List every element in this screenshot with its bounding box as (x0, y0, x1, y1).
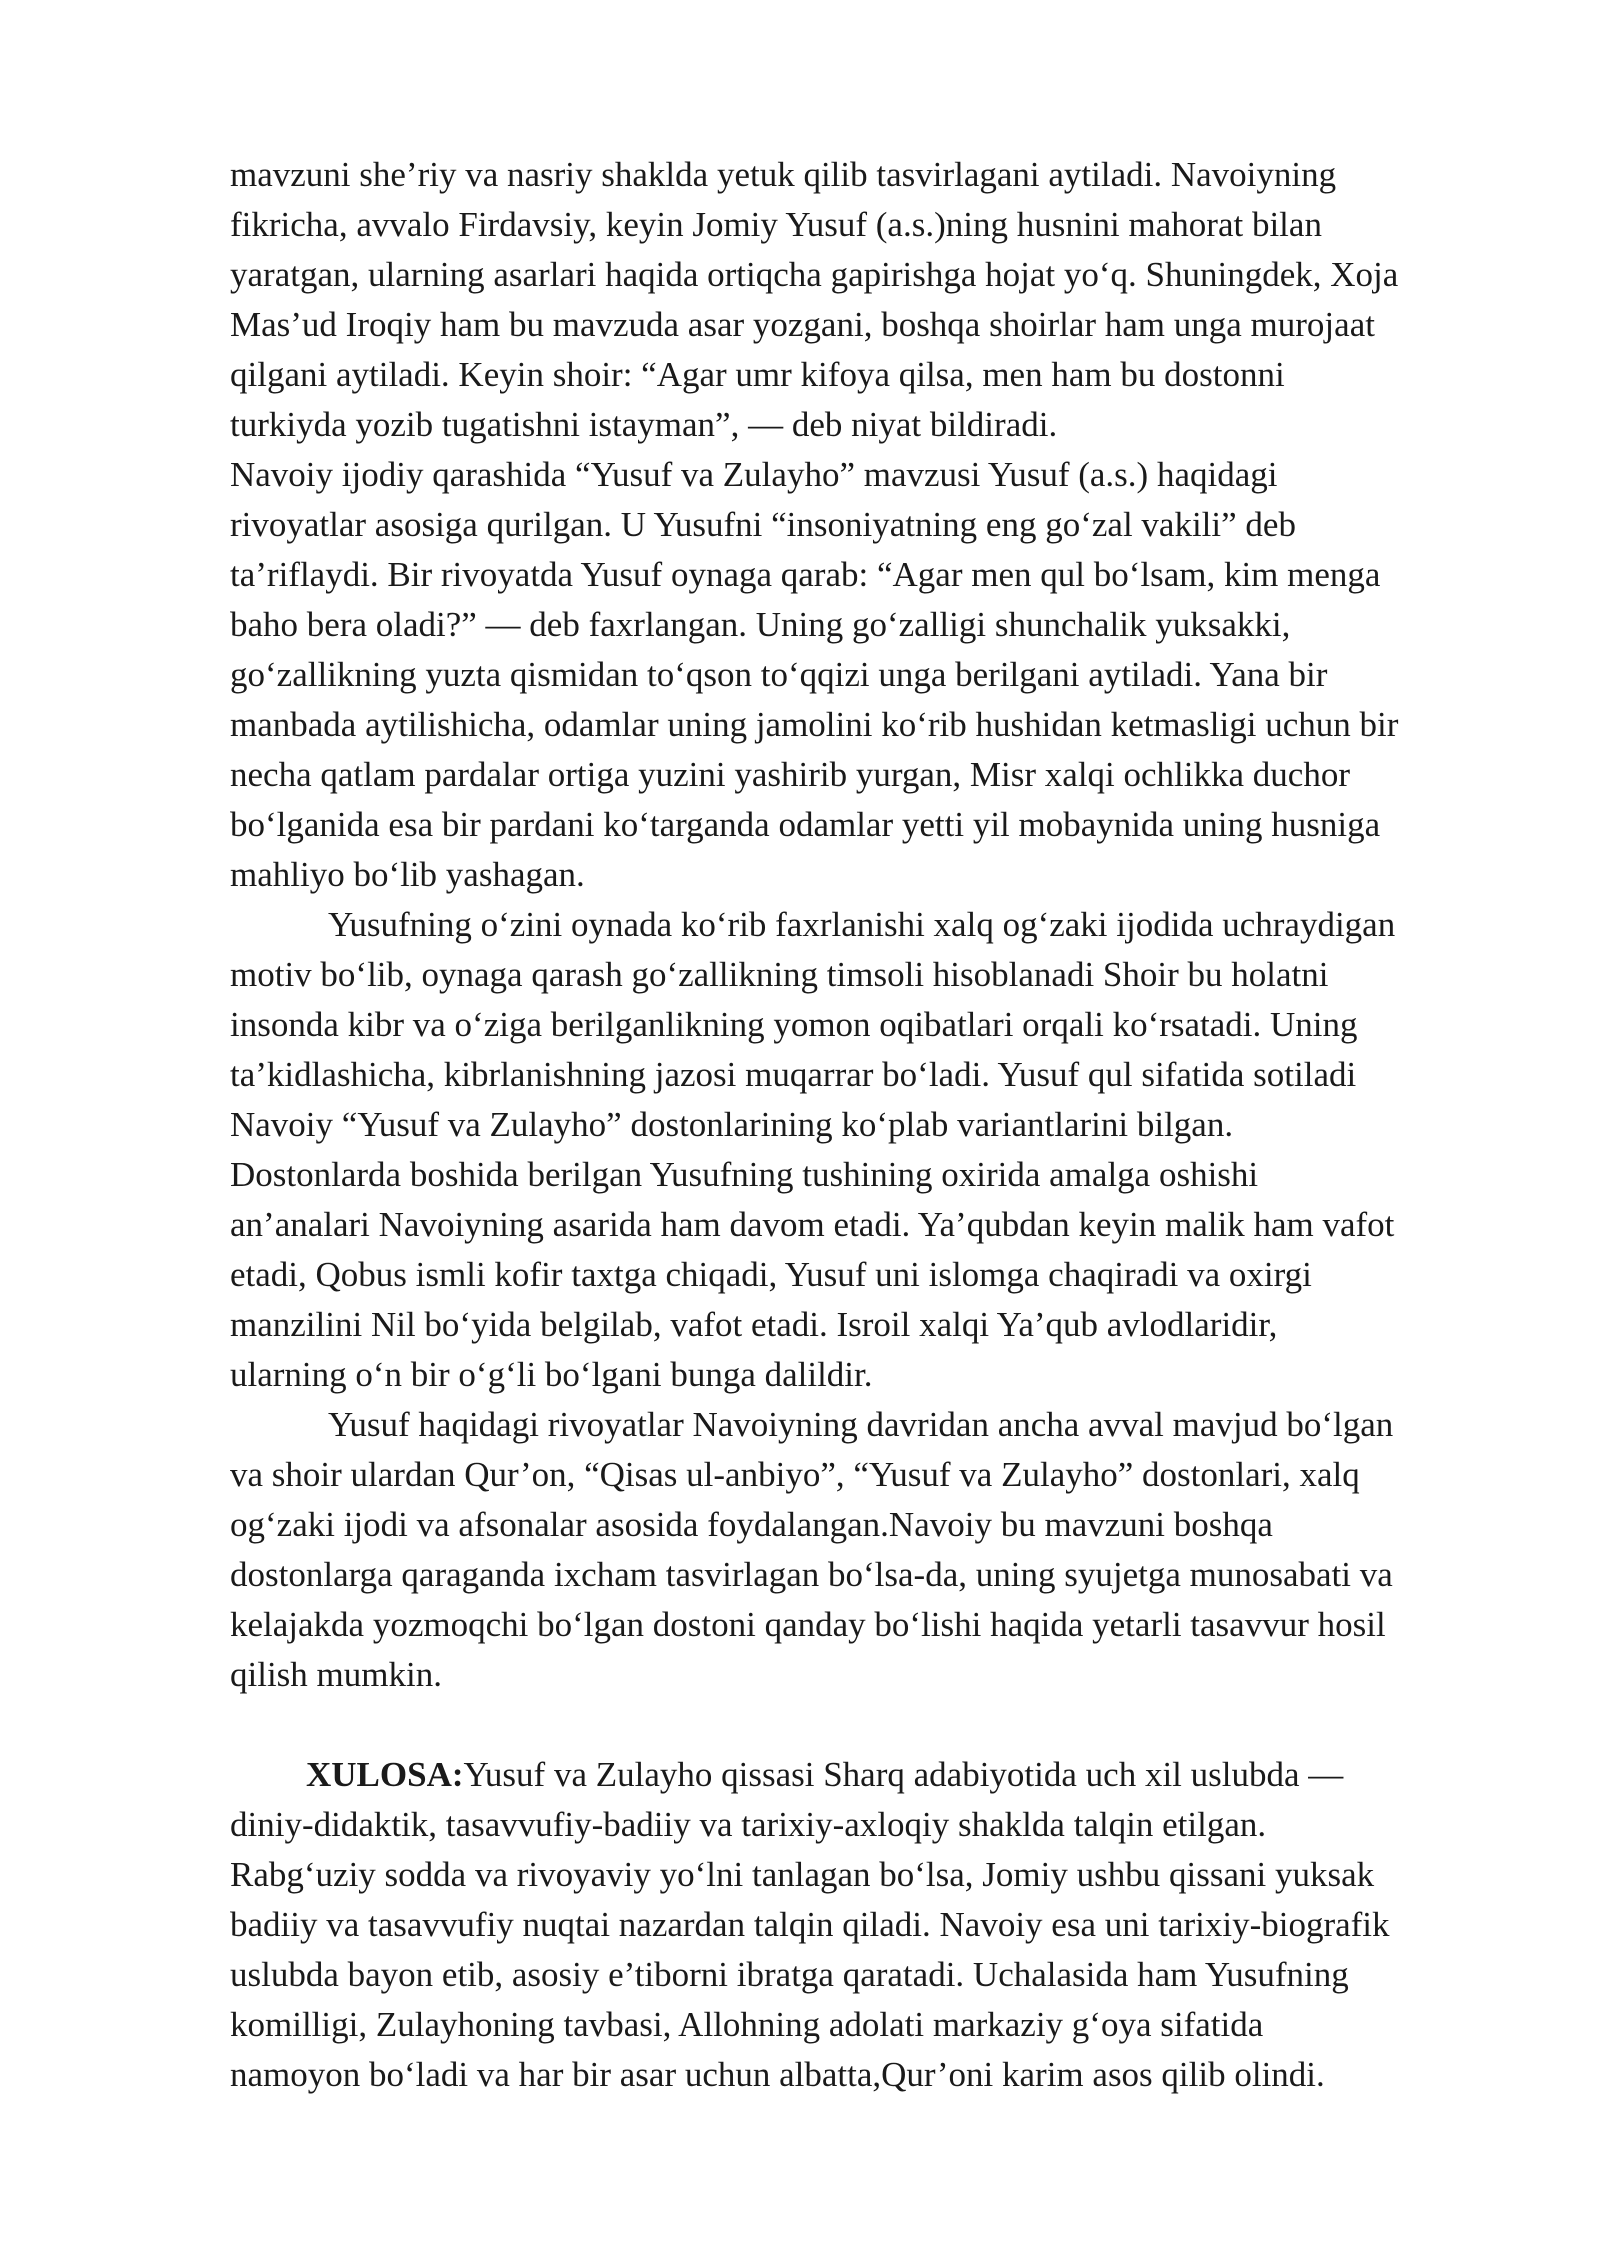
paragraph-p2 (230, 450, 1510, 900)
text-line: qilgani aytiladi. Keyin shoir: “Agar umr kifoya qilsa, men ham bu dostonni (230, 355, 1285, 394)
paragraph-p1 (230, 150, 1510, 450)
paragraph-p4 (230, 1400, 1510, 1700)
text-line: go‘zallikning yuzta qismidan to‘qson to‘qqizi unga berilgani aytiladi. Yana bir (230, 655, 1328, 694)
text-line: Navoiy “Yusuf va Zulayho” dostonlarining ko‘plab variantlarini bilgan. (230, 1105, 1234, 1144)
text-line: kelajakda yozmoqchi bo‘lgan dostoni qanday bo‘lishi haqida yetarli tasavvur hosil (230, 1605, 1386, 1644)
text-line: etadi, Qobus ismli kofir taxtga chiqadi, Yusuf uni islomga chaqiradi va oxirgi (230, 1255, 1312, 1294)
text-line: bo‘lganida esa bir pardani ko‘targanda odamlar yetti yil mobaynida uning husniga (230, 805, 1381, 844)
text-line: qilish mumkin. (230, 1655, 442, 1694)
text-line: Navoiy ijodiy qarashida “Yusuf va Zulayho” mavzusi Yusuf (a.s.) haqidagi (230, 455, 1278, 494)
text-line: insonda kibr va o‘ziga berilganlikning yomon oqibatlari orqali ko‘rsatadi. Uning (230, 1005, 1358, 1044)
text-line: manzilini Nil bo‘yida belgilab, vafot etadi. Isroil xalqi Ya’qub avlodlaridir, (230, 1305, 1278, 1344)
conclusion-paragraph (230, 1750, 1510, 2100)
conclusion-first-line-text: Yusuf va Zulayho qissasi Sharq adabiyotida uch xil uslubda — (463, 1755, 1344, 1794)
text-line: og‘zaki ijodi va afsonalar asosida foydalangan.Navoiy bu mavzuni boshqa (230, 1505, 1273, 1544)
text-line: diniy-didaktik, tasavvufiy-badiiy va tarixiy-axloqiy shaklda talqin etilgan. (230, 1805, 1267, 1844)
text-line: an’analari Navoiyning asarida ham davom etadi. Ya’qubdan keyin malik ham vafot (230, 1205, 1395, 1244)
text-line: Yusuf haqidagi rivoyatlar Navoiyning davridan ancha avval mavjud bo‘lgan (328, 1405, 1394, 1444)
text-line: mavzuni she’riy va nasriy shaklda yetuk qilib tasvirlagani aytiladi. Navoiyning (230, 155, 1337, 194)
text-line: Mas’ud Iroqiy ham bu mavzuda asar yozgani, boshqa shoirlar ham unga murojaat (230, 305, 1375, 344)
text-line: ularning o‘n bir o‘g‘li bo‘lgani bunga dalildir. (230, 1355, 873, 1394)
paragraph-p3 (230, 900, 1510, 1400)
text-line: dostonlarga qaraganda ixcham tasvirlagan bo‘lsa-da, uning syujetga munosabati va (230, 1555, 1393, 1594)
text-line: motiv bo‘lib, oynaga qarash go‘zallikning timsoli hisoblanadi Shoir bu holatni (230, 955, 1329, 994)
text-line: Dostonlarda boshida berilgan Yusufning tushining oxirida amalga oshishi (230, 1155, 1259, 1194)
conclusion-first-line (230, 1750, 1510, 1800)
text-line: fikricha, avvalo Firdavsiy, keyin Jomiy Yusuf (a.s.)ning husnini mahorat bilan (230, 205, 1322, 244)
text-line: manbada aytilishicha, odamlar uning jamolini ko‘rib hushidan ketmasligi uchun bir (230, 705, 1399, 744)
text-line: komilligi, Zulayhoning tavbasi, Allohning adolati markaziy g‘oya sifatida (230, 2005, 1264, 2044)
conclusion-lines (230, 1800, 1510, 2100)
text-line: badiiy va tasavvufiy nuqtai nazardan talqin qiladi. Navoiy esa uni tarixiy-biografik (230, 1905, 1390, 1944)
text-line: Yusufning o‘zini oynada ko‘rib faxrlanishi xalq og‘zaki ijodida uchraydigan (328, 905, 1396, 944)
document-page (230, 150, 1510, 2100)
text-line: uslubda bayon etib, asosiy e’tiborni ibratga qaratadi. Uchalasida ham Yusufning (230, 1955, 1349, 1994)
text-line: mahliyo bo‘lib yashagan. (230, 855, 585, 894)
body-text (230, 150, 1510, 1700)
section-gap (230, 1700, 1510, 1750)
text-line: va shoir ulardan Qur’on, “Qisas ul-anbiyo”, “Yusuf va Zulayho” dostonlari, xalq (230, 1455, 1360, 1494)
text-line: baho bera oladi?” — deb faxrlangan. Uning go‘zalligi shunchalik yuksakki, (230, 605, 1291, 644)
text-line: ta’kidlashicha, kibrlanishning jazosi muqarrar bo‘ladi. Yusuf qul sifatida sotiladi (230, 1055, 1357, 1094)
conclusion-label: XULOSA: (306, 1755, 464, 1794)
text-line: yaratgan, ularning asarlari haqida ortiqcha gapirishga hojat yo‘q. Shuningdek, Xoja (230, 255, 1399, 294)
text-line: namoyon bo‘ladi va har bir asar uchun albatta,Qur’oni karim asos qilib olindi. (230, 2055, 1325, 2094)
text-line: Rabg‘uziy sodda va rivoyaviy yo‘lni tanlagan bo‘lsa, Jomiy ushbu qissani yuksak (230, 1855, 1375, 1894)
text-line: turkiyda yozib tugatishni istayman”, — deb niyat bildiradi. (230, 405, 1058, 444)
text-line: rivoyatlar asosiga qurilgan. U Yusufni “insoniyatning eng go‘zal vakili” deb (230, 505, 1296, 544)
text-line: necha qatlam pardalar ortiga yuzini yashirib yurgan, Misr xalqi ochlikka duchor (230, 755, 1350, 794)
text-line: ta’riflaydi. Bir rivoyatda Yusuf oynaga qarab: “Agar men qul bo‘lsam, kim menga (230, 555, 1381, 594)
